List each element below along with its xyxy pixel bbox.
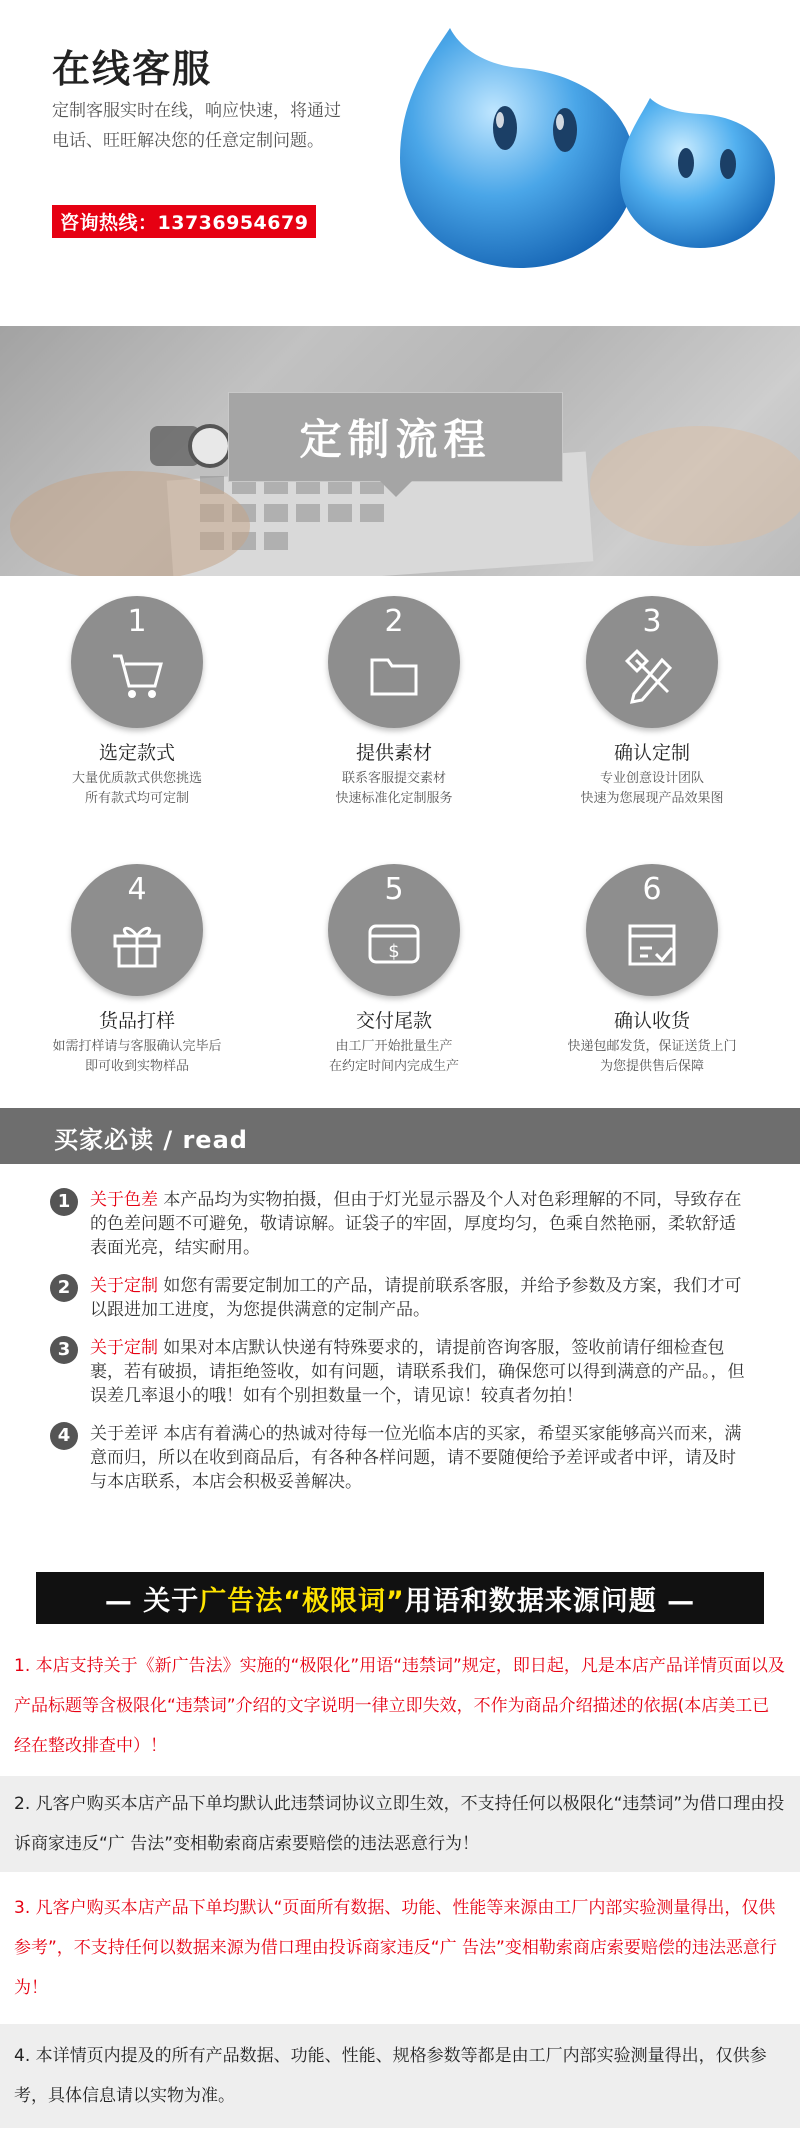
ad-law-title-bar [36, 1572, 764, 1624]
cart-icon [107, 646, 167, 706]
step-description [17, 769, 257, 809]
notice-heading: 关于定制 [90, 1276, 158, 1296]
step-desc-line: 快速为您展现产品效果图 [580, 791, 724, 806]
buyer-must-read-title: 买家必读 / read [54, 1126, 248, 1154]
step-desc-line: 专业创意设计团队 [599, 771, 704, 786]
step-desc-line: 快速标准化定制服务 [335, 791, 453, 806]
step-4 [17, 864, 257, 1077]
ad-law-prefix: — 关于 [104, 1585, 200, 1617]
step-number: 1 [127, 604, 147, 639]
ad-law-item-2: 2. 凡客户购买本店产品下单均默认此违禁词协议立即生效，不支持任何以极限化“违禁词”为借口理由投诉商家违反“广 告法”变相勒索商店索要赔偿的违法恶意行为！ [0, 1776, 800, 1872]
process-title: 定制流程 [299, 415, 492, 464]
process-banner [0, 326, 800, 576]
step-description [274, 769, 514, 809]
svg-text:$: $ [388, 941, 400, 962]
step-circle [71, 596, 203, 728]
step-name: 货品打样 [98, 1010, 175, 1032]
notice-number: 4 [50, 1422, 78, 1450]
step-desc-line: 为您提供售后保障 [599, 1059, 704, 1074]
online-service-section [0, 0, 800, 320]
banner-pointer-arrow [380, 481, 412, 497]
ad-law-item-4: 4. 本详情页内提及的所有产品数据、功能、性能、规格参数等都是由工厂内部实验测量得出，仅供参考，具体信息请以实物为准。 [0, 2024, 800, 2128]
notice-body: 如果对本店默认快递有特殊要求的，请提前咨询客服，签收前请仔细检查包裹，若有破损，请拒绝签收，如有问题，请联系我们，确保您可以得到满意的产品。，但误差几率退小的哦！如有个别担数量一个，请见谅！较真者勿拍！ [90, 1338, 745, 1406]
step-number: 2 [384, 604, 404, 639]
service-title: 在线客服 [52, 47, 213, 91]
step-desc-line: 联系客服提交素材 [341, 771, 446, 786]
step-1 [17, 596, 257, 809]
step-name: 提供素材 [355, 742, 432, 764]
process-steps [0, 586, 800, 1106]
notice-number: 3 [50, 1336, 78, 1364]
design-tools-icon [622, 646, 682, 706]
ad-law-item-3: 3. 凡客户购买本店产品下单均默认“页面所有数据、功能、性能等来源由工厂内部实验测量得出，仅供参考”，不支持任何以数据来源为借口理由投诉商家违反“广 告法”变相勒索商店索要赔偿的违法恶意行为！ [0, 1880, 800, 2008]
service-description: 定制客服实时在线，响应快速，将通过电话、旺旺解决您的任意定制问题。 [52, 101, 341, 151]
step-number: 3 [642, 604, 662, 639]
step-description [17, 1037, 257, 1077]
step-number: 5 [384, 872, 404, 907]
notice-item [50, 1336, 750, 1408]
step-desc-line: 即可收到实物样品 [84, 1059, 189, 1074]
ad-law-highlight: 广告法“极限词” [199, 1585, 405, 1617]
notice-body: 关于差评 本店有着满心的热诚对待每一位光临本店的买家，希望买家能够高兴而来，满意而归，所以在收到商品后，有各种各样问题，请不要随便给予差评或者中评，请及时与本店联系，本店会积极妥善解决。 [90, 1424, 742, 1492]
notice-item [50, 1422, 750, 1494]
buyer-must-read-bar [0, 1108, 800, 1164]
step-name: 交付尾款 [355, 1010, 432, 1032]
hotline-badge[interactable]: 咨询热线：13736954679 [52, 205, 316, 238]
step-2 [274, 596, 514, 809]
ad-law-item-1: 1. 本店支持关于《新广告法》实施的“极限化”用语“违禁词”规定，即日起，凡是本店产品详情页面以及产品标题等含极限化“违禁词”介绍的文字说明一律立即失效，不作为商品介绍描述的依据(本店美工已经在整改排查中）！ [0, 1642, 800, 1766]
gift-icon [107, 914, 167, 974]
step-name: 确认收货 [613, 1010, 690, 1032]
notice-body: 本产品均为实物拍摄，但由于灯光显示器及个人对色彩理解的不同，导致存在的色差问题不可避免，敬请谅解。证袋子的牢固，厚度均匀，色乘自然艳丽，柔软舒适表面光亮，结实耐用。 [90, 1190, 742, 1258]
step-circle [586, 864, 718, 996]
step-desc-line: 所有款式均可定制 [84, 791, 189, 806]
step-circle [328, 596, 460, 728]
step-desc-line: 在约定时间内完成生产 [328, 1059, 459, 1074]
notice-list [50, 1188, 750, 1508]
step-desc-line: 大量优质款式供您挑选 [71, 771, 202, 786]
step-name: 选定款式 [98, 742, 175, 764]
notice-item [50, 1274, 750, 1322]
step-desc-line: 快递包邮发货，保证送货上门 [567, 1039, 737, 1054]
step-desc-line: 如需打样请与客服确认完毕后 [52, 1039, 222, 1054]
folder-icon [364, 646, 424, 706]
step-description [532, 769, 772, 809]
step-circle [586, 596, 718, 728]
step-name: 确认定制 [613, 742, 690, 764]
step-circle [328, 864, 460, 996]
received-box-icon [622, 914, 682, 974]
qq-mascot-icon [390, 18, 790, 278]
notice-heading: 关于定制 [90, 1338, 158, 1358]
process-title-box [228, 392, 563, 482]
step-description [274, 1037, 514, 1077]
step-desc-line: 由工厂开始批量生产 [335, 1039, 453, 1054]
notice-body: 如您有需要定制加工的产品，请提前联系客服，并给予参数及方案，我们才可以跟进加工进度，为您提供满意的定制产品。 [90, 1276, 742, 1320]
step-number: 4 [127, 872, 147, 907]
payment-icon [364, 914, 424, 974]
notice-heading: 关于色差 [90, 1190, 158, 1210]
notice-item [50, 1188, 750, 1260]
step-description [532, 1037, 772, 1077]
notice-number: 2 [50, 1274, 78, 1302]
step-circle [71, 864, 203, 996]
step-5 [274, 864, 514, 1077]
notice-number: 1 [50, 1188, 78, 1216]
step-number: 6 [642, 872, 662, 907]
ad-law-suffix: 用语和数据来源问题 — [404, 1585, 696, 1617]
step-3 [532, 596, 772, 809]
step-6 [532, 864, 772, 1077]
